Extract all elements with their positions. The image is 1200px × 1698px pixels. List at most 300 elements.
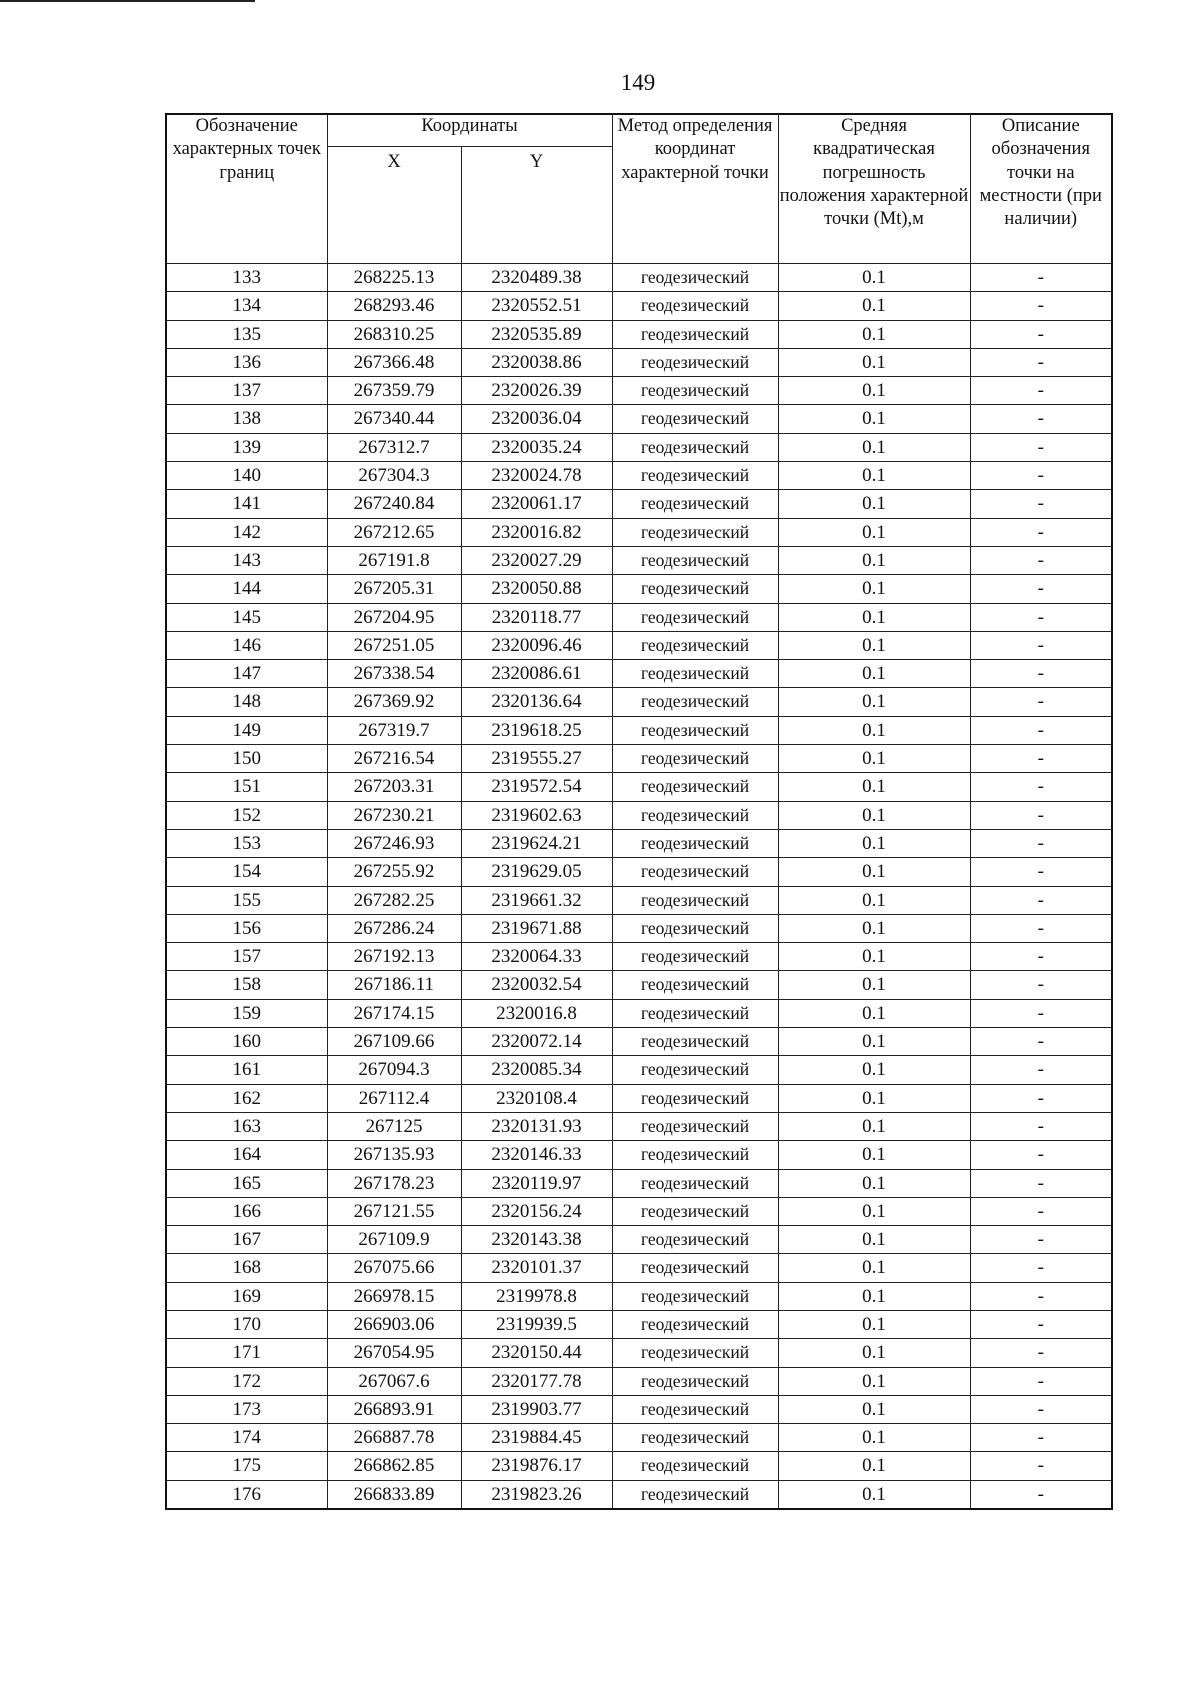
cell-description: - [970, 1339, 1112, 1367]
cell-y: 2319602.63 [461, 801, 612, 829]
header-error: Средняя квадратическая погрешность положения характерной точки (Mt),м [778, 114, 970, 264]
cell-y: 2320036.04 [461, 405, 612, 433]
cell-y: 2320119.97 [461, 1169, 612, 1197]
cell-point: 145 [166, 603, 327, 631]
cell-method: геодезический [612, 914, 778, 942]
cell-y: 2320027.29 [461, 546, 612, 574]
cell-description: - [970, 348, 1112, 376]
cell-point: 149 [166, 716, 327, 744]
cell-point: 173 [166, 1395, 327, 1423]
table-row [166, 660, 1112, 688]
cell-error: 0.1 [778, 1452, 970, 1480]
cell-point: 133 [166, 264, 327, 292]
cell-y: 2320096.46 [461, 631, 612, 659]
table-body [166, 264, 1112, 1510]
cell-error: 0.1 [778, 999, 970, 1027]
cell-method: геодезический [612, 999, 778, 1027]
cell-error: 0.1 [778, 914, 970, 942]
cell-point: 154 [166, 858, 327, 886]
cell-error: 0.1 [778, 1169, 970, 1197]
cell-point: 165 [166, 1169, 327, 1197]
cell-method: геодезический [612, 1028, 778, 1056]
cell-x: 266903.06 [327, 1310, 461, 1338]
table-row [166, 264, 1112, 292]
cell-error: 0.1 [778, 405, 970, 433]
cell-description: - [970, 886, 1112, 914]
cell-x: 267109.66 [327, 1028, 461, 1056]
cell-method: геодезический [612, 1367, 778, 1395]
cell-description: - [970, 1169, 1112, 1197]
table-row [166, 348, 1112, 376]
table-row [166, 1141, 1112, 1169]
cell-description: - [970, 660, 1112, 688]
cell-method: геодезический [612, 377, 778, 405]
cell-method: геодезический [612, 829, 778, 857]
cell-point: 151 [166, 773, 327, 801]
table-row [166, 801, 1112, 829]
cell-description: - [970, 1056, 1112, 1084]
cell-error: 0.1 [778, 1395, 970, 1423]
cell-description: - [970, 716, 1112, 744]
cell-method: геодезический [612, 1112, 778, 1140]
cell-x: 267174.15 [327, 999, 461, 1027]
cell-error: 0.1 [778, 1367, 970, 1395]
cell-description: - [970, 943, 1112, 971]
cell-method: геодезический [612, 773, 778, 801]
cell-y: 2320086.61 [461, 660, 612, 688]
cell-description: - [970, 603, 1112, 631]
cell-x: 267369.92 [327, 688, 461, 716]
cell-description: - [970, 1282, 1112, 1310]
cell-x: 267230.21 [327, 801, 461, 829]
cell-x: 267246.93 [327, 829, 461, 857]
table-row [166, 886, 1112, 914]
table-row [166, 1028, 1112, 1056]
cell-error: 0.1 [778, 462, 970, 490]
table-row [166, 745, 1112, 773]
cell-x: 267121.55 [327, 1197, 461, 1225]
cell-x: 267186.11 [327, 971, 461, 999]
cell-error: 0.1 [778, 1226, 970, 1254]
header-x: X [327, 147, 461, 264]
cell-x: 267109.9 [327, 1226, 461, 1254]
cell-x: 268293.46 [327, 292, 461, 320]
cell-method: геодезический [612, 971, 778, 999]
cell-error: 0.1 [778, 1282, 970, 1310]
cell-point: 155 [166, 886, 327, 914]
cell-y: 2319572.54 [461, 773, 612, 801]
cell-error: 0.1 [778, 631, 970, 659]
cell-description: - [970, 433, 1112, 461]
cell-point: 150 [166, 745, 327, 773]
cell-point: 138 [166, 405, 327, 433]
table-row [166, 1112, 1112, 1140]
cell-x: 267312.7 [327, 433, 461, 461]
cell-method: геодезический [612, 575, 778, 603]
cell-y: 2320026.39 [461, 377, 612, 405]
cell-error: 0.1 [778, 264, 970, 292]
table-row [166, 1480, 1112, 1509]
cell-description: - [970, 462, 1112, 490]
cell-y: 2320016.82 [461, 518, 612, 546]
cell-x: 268310.25 [327, 320, 461, 348]
cell-x: 267212.65 [327, 518, 461, 546]
cell-error: 0.1 [778, 1424, 970, 1452]
table-row [166, 603, 1112, 631]
table-row [166, 688, 1112, 716]
cell-method: геодезический [612, 886, 778, 914]
cell-description: - [970, 1254, 1112, 1282]
cell-y: 2320552.51 [461, 292, 612, 320]
cell-x: 267067.6 [327, 1367, 461, 1395]
table-row [166, 462, 1112, 490]
cell-x: 267203.31 [327, 773, 461, 801]
cell-x: 267240.84 [327, 490, 461, 518]
table-row [166, 377, 1112, 405]
table-row [166, 1197, 1112, 1225]
cell-description: - [970, 292, 1112, 320]
cell-method: геодезический [612, 264, 778, 292]
cell-method: геодезический [612, 1339, 778, 1367]
cell-y: 2320535.89 [461, 320, 612, 348]
cell-point: 139 [166, 433, 327, 461]
cell-x: 267319.7 [327, 716, 461, 744]
cell-y: 2319629.05 [461, 858, 612, 886]
cell-point: 137 [166, 377, 327, 405]
cell-description: - [970, 801, 1112, 829]
cell-x: 267251.05 [327, 631, 461, 659]
cell-y: 2320050.88 [461, 575, 612, 603]
cell-method: геодезический [612, 631, 778, 659]
cell-description: - [970, 829, 1112, 857]
cell-y: 2319939.5 [461, 1310, 612, 1338]
cell-method: геодезический [612, 688, 778, 716]
cell-y: 2319671.88 [461, 914, 612, 942]
cell-y: 2320136.64 [461, 688, 612, 716]
cell-error: 0.1 [778, 773, 970, 801]
cell-y: 2320085.34 [461, 1056, 612, 1084]
cell-point: 157 [166, 943, 327, 971]
cell-point: 161 [166, 1056, 327, 1084]
cell-x: 267286.24 [327, 914, 461, 942]
cell-x: 266893.91 [327, 1395, 461, 1423]
cell-method: геодезический [612, 801, 778, 829]
cell-x: 267282.25 [327, 886, 461, 914]
cell-error: 0.1 [778, 1056, 970, 1084]
cell-description: - [970, 320, 1112, 348]
cell-x: 266887.78 [327, 1424, 461, 1452]
cell-error: 0.1 [778, 1112, 970, 1140]
cell-point: 175 [166, 1452, 327, 1480]
cell-point: 159 [166, 999, 327, 1027]
cell-description: - [970, 405, 1112, 433]
table-row [166, 1056, 1112, 1084]
cell-point: 134 [166, 292, 327, 320]
cell-point: 136 [166, 348, 327, 376]
cell-y: 2320489.38 [461, 264, 612, 292]
table-row [166, 433, 1112, 461]
cell-method: геодезический [612, 1169, 778, 1197]
cell-error: 0.1 [778, 546, 970, 574]
cell-y: 2320024.78 [461, 462, 612, 490]
cell-y: 2320064.33 [461, 943, 612, 971]
cell-point: 162 [166, 1084, 327, 1112]
cell-description: - [970, 518, 1112, 546]
page-number: 149 [620, 70, 656, 95]
cell-point: 147 [166, 660, 327, 688]
cell-method: геодезический [612, 745, 778, 773]
table-row [166, 546, 1112, 574]
cell-method: геодезический [612, 348, 778, 376]
table-row [166, 518, 1112, 546]
cell-point: 152 [166, 801, 327, 829]
cell-point: 156 [166, 914, 327, 942]
cell-point: 143 [166, 546, 327, 574]
cell-description: - [970, 745, 1112, 773]
cell-point: 148 [166, 688, 327, 716]
header-coordinates: Координаты [327, 114, 612, 147]
cell-y: 2319884.45 [461, 1424, 612, 1452]
cell-error: 0.1 [778, 1254, 970, 1282]
cell-error: 0.1 [778, 660, 970, 688]
table-row [166, 575, 1112, 603]
cell-description: - [970, 575, 1112, 603]
cell-point: 146 [166, 631, 327, 659]
table-row [166, 971, 1112, 999]
cell-method: геодезический [612, 1395, 778, 1423]
cell-x: 267366.48 [327, 348, 461, 376]
cell-description: - [970, 971, 1112, 999]
cell-x: 267205.31 [327, 575, 461, 603]
table-row [166, 1310, 1112, 1338]
cell-y: 2320150.44 [461, 1339, 612, 1367]
cell-error: 0.1 [778, 292, 970, 320]
cell-description: - [970, 1480, 1112, 1509]
table-row [166, 1226, 1112, 1254]
cell-method: геодезический [612, 292, 778, 320]
cell-error: 0.1 [778, 377, 970, 405]
cell-x: 267112.4 [327, 1084, 461, 1112]
cell-point: 174 [166, 1424, 327, 1452]
cell-error: 0.1 [778, 1141, 970, 1169]
cell-y: 2320131.93 [461, 1112, 612, 1140]
cell-error: 0.1 [778, 1197, 970, 1225]
cell-y: 2320118.77 [461, 603, 612, 631]
cell-method: геодезический [612, 518, 778, 546]
cell-y: 2319555.27 [461, 745, 612, 773]
cell-description: - [970, 688, 1112, 716]
cell-x: 267135.93 [327, 1141, 461, 1169]
cell-method: геодезический [612, 1226, 778, 1254]
top-rule [0, 0, 255, 2]
cell-y: 2319978.8 [461, 1282, 612, 1310]
cell-error: 0.1 [778, 1480, 970, 1509]
cell-method: геодезический [612, 858, 778, 886]
table-header [166, 114, 1112, 264]
cell-error: 0.1 [778, 1084, 970, 1112]
table-row [166, 292, 1112, 320]
cell-error: 0.1 [778, 801, 970, 829]
cell-point: 166 [166, 1197, 327, 1225]
cell-method: геодезический [612, 462, 778, 490]
cell-method: геодезический [612, 1084, 778, 1112]
cell-x: 267338.54 [327, 660, 461, 688]
cell-point: 167 [166, 1226, 327, 1254]
cell-y: 2320101.37 [461, 1254, 612, 1282]
cell-error: 0.1 [778, 943, 970, 971]
cell-x: 266862.85 [327, 1452, 461, 1480]
cell-error: 0.1 [778, 688, 970, 716]
cell-x: 267075.66 [327, 1254, 461, 1282]
cell-method: геодезический [612, 1282, 778, 1310]
cell-y: 2320061.17 [461, 490, 612, 518]
cell-method: геодезический [612, 943, 778, 971]
table-row [166, 1169, 1112, 1197]
cell-description: - [970, 999, 1112, 1027]
cell-x: 267191.8 [327, 546, 461, 574]
cell-error: 0.1 [778, 745, 970, 773]
cell-description: - [970, 914, 1112, 942]
cell-method: геодезический [612, 1254, 778, 1282]
cell-error: 0.1 [778, 886, 970, 914]
cell-error: 0.1 [778, 348, 970, 376]
cell-description: - [970, 1226, 1112, 1254]
cell-error: 0.1 [778, 971, 970, 999]
header-method: Метод определения координат характерной точки [612, 114, 778, 264]
cell-point: 171 [166, 1339, 327, 1367]
table-row [166, 773, 1112, 801]
cell-point: 172 [166, 1367, 327, 1395]
cell-y: 2320032.54 [461, 971, 612, 999]
cell-point: 168 [166, 1254, 327, 1282]
cell-y: 2319876.17 [461, 1452, 612, 1480]
table-row [166, 1452, 1112, 1480]
cell-description: - [970, 1141, 1112, 1169]
cell-description: - [970, 1310, 1112, 1338]
cell-description: - [970, 1112, 1112, 1140]
cell-y: 2320035.24 [461, 433, 612, 461]
cell-x: 267340.44 [327, 405, 461, 433]
cell-description: - [970, 1197, 1112, 1225]
table-row [166, 631, 1112, 659]
cell-x: 266978.15 [327, 1282, 461, 1310]
cell-method: геодезический [612, 1452, 778, 1480]
cell-description: - [970, 858, 1112, 886]
cell-error: 0.1 [778, 1339, 970, 1367]
cell-x: 267178.23 [327, 1169, 461, 1197]
cell-method: геодезический [612, 1056, 778, 1084]
cell-point: 142 [166, 518, 327, 546]
table-row [166, 1367, 1112, 1395]
cell-description: - [970, 1367, 1112, 1395]
cell-point: 169 [166, 1282, 327, 1310]
table-row [166, 1254, 1112, 1282]
cell-y: 2320156.24 [461, 1197, 612, 1225]
cell-error: 0.1 [778, 575, 970, 603]
cell-x: 267216.54 [327, 745, 461, 773]
cell-x: 267054.95 [327, 1339, 461, 1367]
cell-description: - [970, 1395, 1112, 1423]
table-row [166, 914, 1112, 942]
cell-method: геодезический [612, 1310, 778, 1338]
cell-y: 2320143.38 [461, 1226, 612, 1254]
table-row [166, 1424, 1112, 1452]
cell-error: 0.1 [778, 320, 970, 348]
cell-description: - [970, 546, 1112, 574]
header-description: Описание обозначения точки на местности (при наличии) [970, 114, 1112, 264]
cell-x: 267125 [327, 1112, 461, 1140]
cell-x: 267304.3 [327, 462, 461, 490]
cell-x: 266833.89 [327, 1480, 461, 1509]
cell-description: - [970, 631, 1112, 659]
cell-method: геодезический [612, 433, 778, 461]
cell-description: - [970, 377, 1112, 405]
cell-error: 0.1 [778, 433, 970, 461]
cell-error: 0.1 [778, 829, 970, 857]
cell-y: 2320177.78 [461, 1367, 612, 1395]
cell-y: 2320108.4 [461, 1084, 612, 1112]
cell-error: 0.1 [778, 603, 970, 631]
cell-description: - [970, 1028, 1112, 1056]
cell-description: - [970, 1452, 1112, 1480]
cell-y: 2320146.33 [461, 1141, 612, 1169]
cell-error: 0.1 [778, 716, 970, 744]
cell-y: 2319661.32 [461, 886, 612, 914]
cell-y: 2320016.8 [461, 999, 612, 1027]
cell-method: геодезический [612, 546, 778, 574]
cell-point: 163 [166, 1112, 327, 1140]
cell-y: 2320072.14 [461, 1028, 612, 1056]
cell-point: 164 [166, 1141, 327, 1169]
cell-y: 2319624.21 [461, 829, 612, 857]
table-row [166, 320, 1112, 348]
cell-method: геодезический [612, 603, 778, 631]
cell-description: - [970, 1084, 1112, 1112]
table-row [166, 1282, 1112, 1310]
cell-y: 2319903.77 [461, 1395, 612, 1423]
table-row [166, 716, 1112, 744]
cell-description: - [970, 1424, 1112, 1452]
cell-x: 267192.13 [327, 943, 461, 971]
table-row [166, 829, 1112, 857]
cell-x: 267204.95 [327, 603, 461, 631]
cell-point: 140 [166, 462, 327, 490]
cell-method: геодезический [612, 660, 778, 688]
cell-point: 141 [166, 490, 327, 518]
cell-x: 268225.13 [327, 264, 461, 292]
cell-description: - [970, 490, 1112, 518]
cell-method: геодезический [612, 716, 778, 744]
table-row [166, 1084, 1112, 1112]
cell-method: геодезический [612, 405, 778, 433]
table-row [166, 858, 1112, 886]
cell-description: - [970, 264, 1112, 292]
cell-point: 158 [166, 971, 327, 999]
cell-error: 0.1 [778, 490, 970, 518]
cell-method: геодезический [612, 490, 778, 518]
table-row [166, 405, 1112, 433]
header-point: Обозначение характерных точек границ [166, 114, 327, 264]
table-row [166, 999, 1112, 1027]
boundary-points-table [165, 113, 1113, 1510]
header-y: Y [461, 147, 612, 264]
table-row [166, 1395, 1112, 1423]
cell-x: 267359.79 [327, 377, 461, 405]
cell-point: 176 [166, 1480, 327, 1509]
table-row [166, 490, 1112, 518]
cell-error: 0.1 [778, 1028, 970, 1056]
cell-description: - [970, 773, 1112, 801]
